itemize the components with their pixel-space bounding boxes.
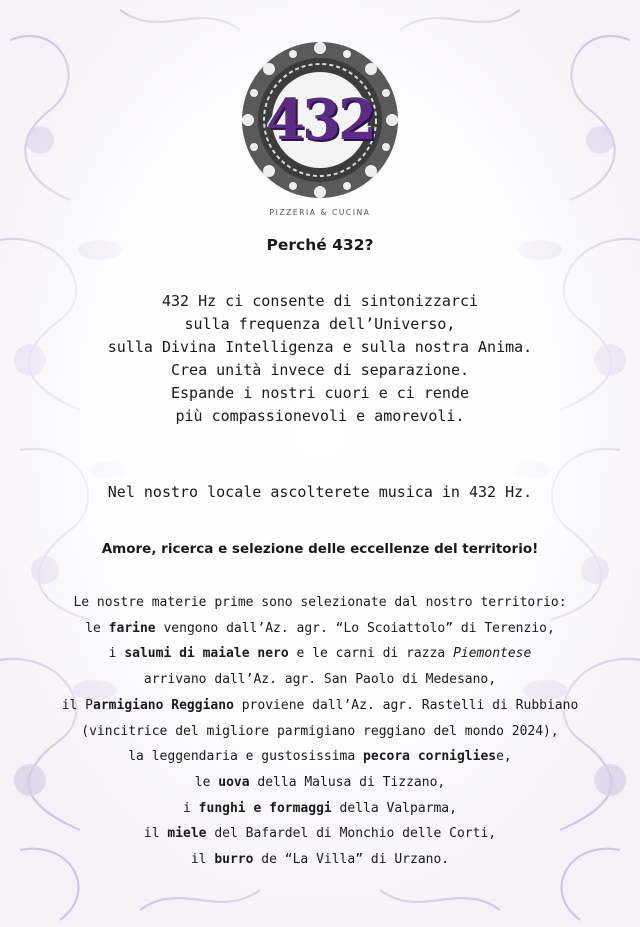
ingredients-paragraph	[0, 590, 640, 873]
body-line: il miele del Bafardel di Monchio delle Corti,	[143, 826, 497, 842]
section-heading: Amore, ricerca e selezione delle eccellenze del territorio!	[101, 541, 539, 557]
body-line: i funghi e formaggi della Valparma,	[183, 800, 457, 816]
body-line: (vincitrice del migliore parmigiano reggiano del mondo 2024),	[81, 723, 559, 739]
highlight-funghi: funghi e formaggi	[198, 800, 332, 816]
highlight-uova: uova	[218, 774, 250, 790]
body-line: le uova della Malusa di Tizzano,	[194, 774, 446, 790]
body-line: Le nostre materie prime sono selezionate dal nostro territorio:	[73, 595, 567, 610]
highlight-pecora: pecora corniglies	[363, 749, 497, 765]
logo-number: 432	[266, 87, 374, 153]
intro-line: 432 Hz ci consente di sintonizzarci	[161, 292, 479, 310]
body-line: arrivano dall’Az. agr. San Paolo di Medesano,	[143, 672, 497, 688]
intro-line: Crea unità invece di separazione.	[170, 361, 469, 379]
intro-paragraph	[0, 290, 640, 428]
highlight-parmigiano: armigiano Reggiano	[93, 697, 234, 713]
page-title: Perché 432?	[266, 236, 374, 254]
body-line: la leggendaria e gustosissima pecora cornigliese,	[128, 749, 512, 765]
highlight-salumi: salumi di maiale nero	[124, 646, 289, 662]
italic-piemontese: Piemontese	[453, 646, 532, 662]
body-line: i salumi di maiale nero e le carni di razza Piemontese	[108, 646, 532, 662]
logo-subtitle: PIZZERIA & CUCINA	[269, 208, 371, 217]
intro-line: sulla Divina Intelligenza e sulla nostra Anima.	[107, 338, 533, 356]
intro-line: sulla frequenza dell’Universo,	[184, 315, 456, 333]
body-line: il burro de “La Villa” di Urzano.	[190, 852, 450, 868]
intro-line: Espande i nostri cuori e ci rende	[170, 384, 469, 402]
music-statement: Nel nostro locale ascolterete musica in 432 Hz.	[107, 483, 533, 501]
body-line: il Parmigiano Reggiano proviene dall’Az. agr. Rastelli di Rubbiano	[61, 697, 579, 713]
highlight-miele: miele	[167, 826, 207, 842]
body-line: le farine vengono dall’Az. agr. “Lo Scoiattolo” di Terenzio,	[85, 620, 555, 636]
highlight-burro: burro	[214, 852, 254, 868]
intro-line: più compassionevoli e amorevoli.	[175, 407, 465, 425]
highlight-farine: farine	[108, 620, 156, 636]
restaurant-logo	[240, 40, 400, 200]
